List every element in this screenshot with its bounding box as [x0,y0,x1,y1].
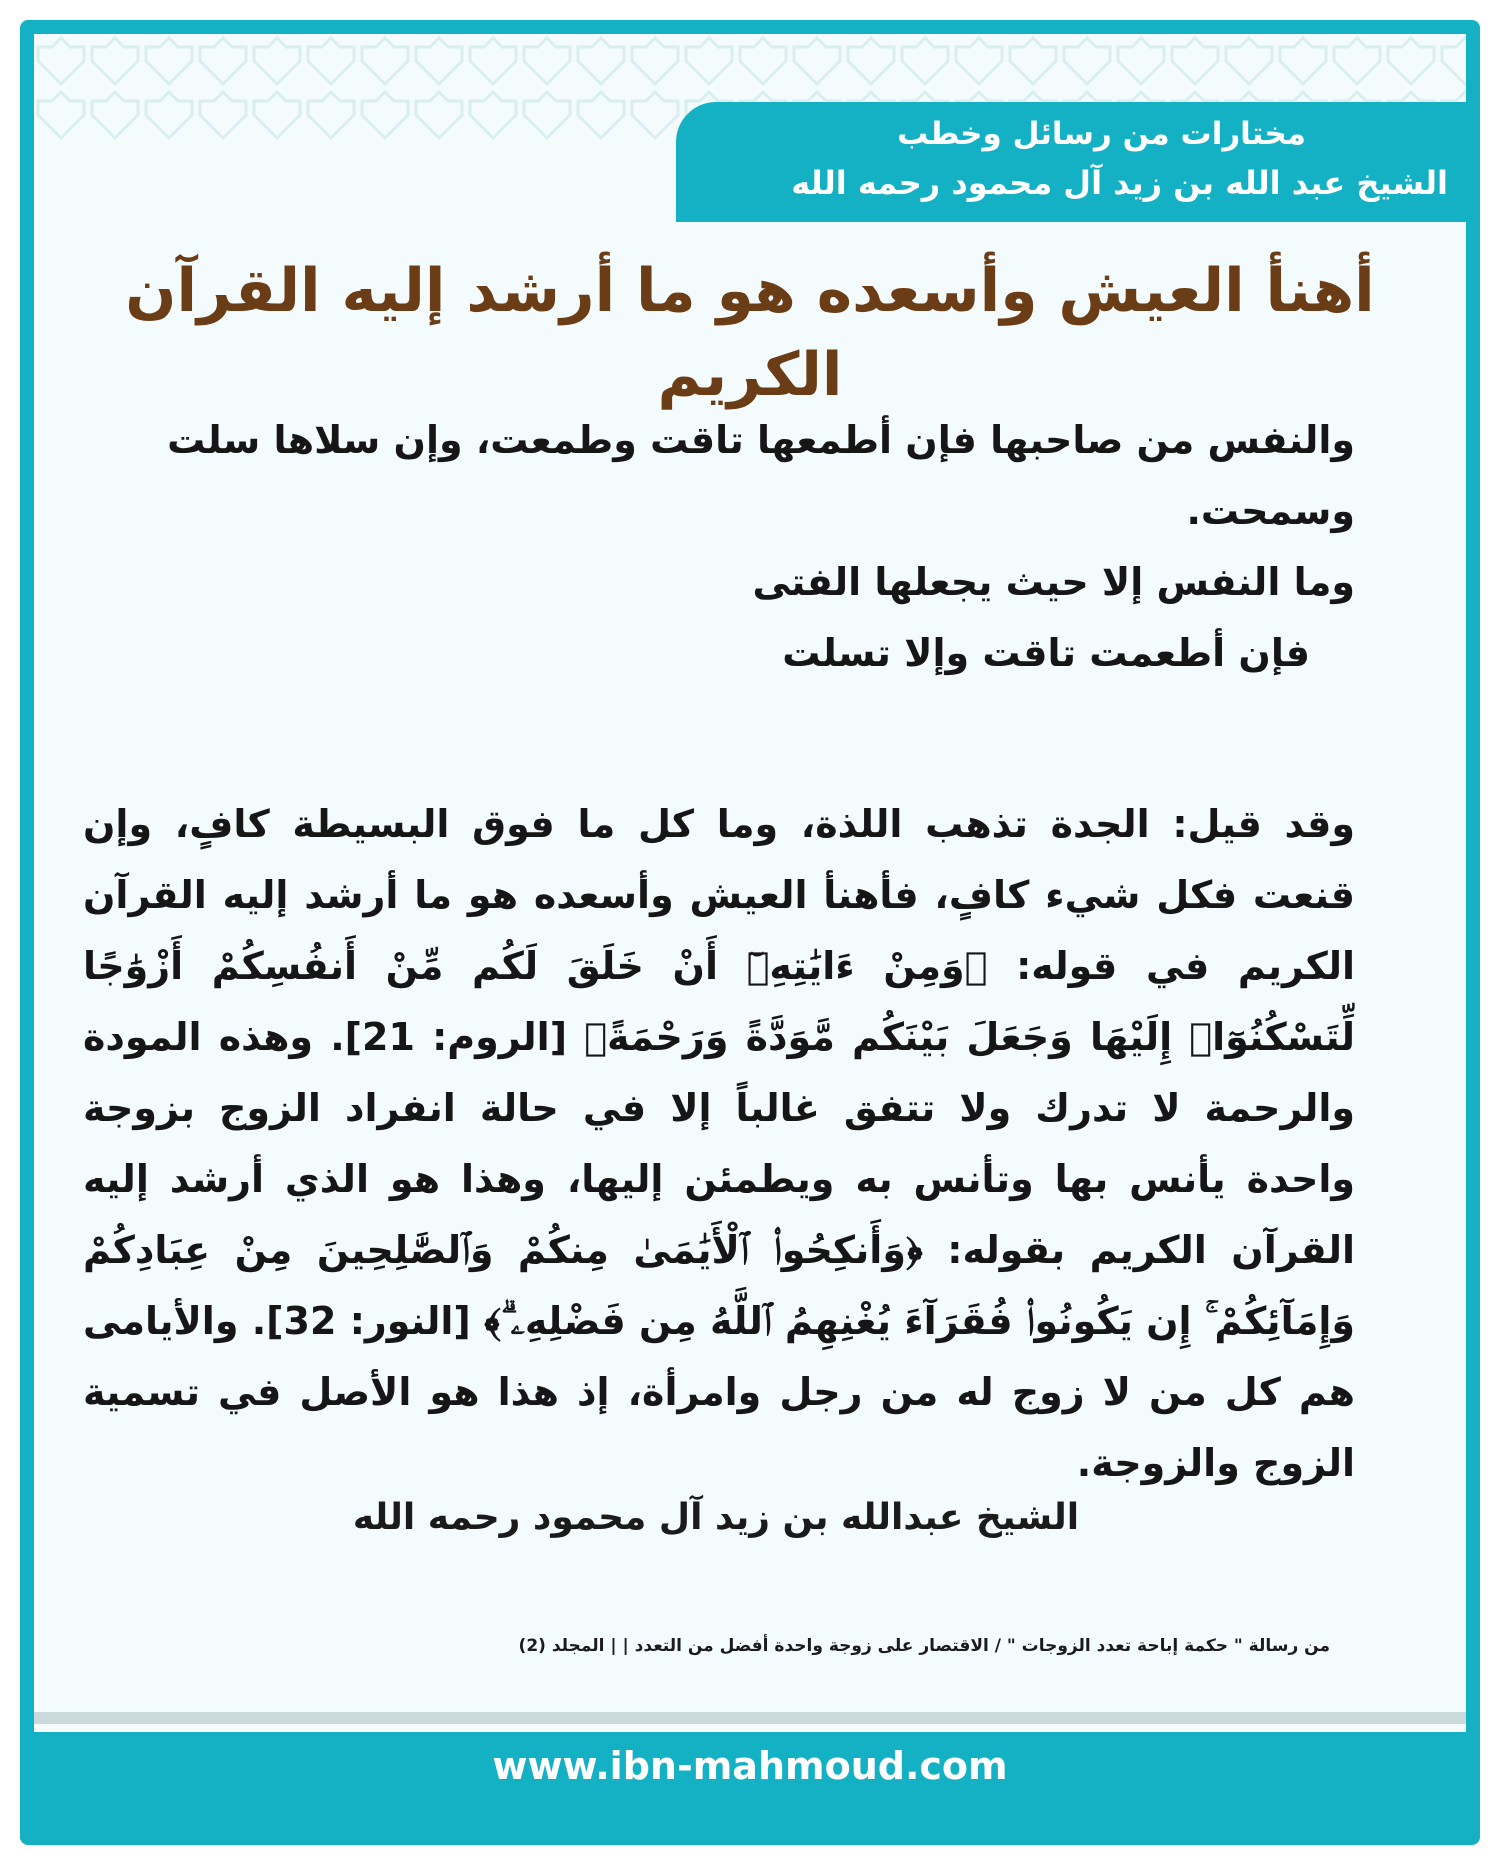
paragraph-1: والنفس من صاحبها فإن أطمعها تاقت وطمعت، وإن سلاها سلت وسمحت. [167,418,1355,533]
header-author: الشيخ عبد الله بن زيد آل محمود رحمه الله [791,164,1448,202]
panel-bottom-edge [34,1712,1466,1724]
paragraph-gap [83,689,1355,789]
poem-verse-1: وما النفس إلا حيث يجعلها الفتى [752,560,1355,604]
source-reference: من رسالة " حكمة إباحة تعدد الزوجات " / الاقتصار على زوجة واحدة أفضل من التعدد | | المجلد (2) [518,1636,1330,1656]
article-title: أهنأ العيش وأسعده هو ما أرشد إليه القرآن الكريم [125,256,1375,410]
header-series-title: مختارات من رسائل وخطب [897,116,1306,152]
website-link[interactable]: www.ibn-mahmoud.com [492,1744,1008,1788]
article-body [83,405,1355,1499]
poem-verse-2: فإن أطعمت تاقت وإلا تسلت [782,631,1310,675]
signature: الشيخ عبدالله بن زيد آل محمود رحمه الله [352,1497,1080,1538]
paragraph-2: وقد قيل: الجدة تذهب اللذة، وما كل ما فوق البسيطة كافٍ، وإن قنعت فكل شيء كافٍ، فأهنأ العيش وأسعده هو ما أرشد إليه القرآن الكريم في قوله: ﴿وَمِنْ ءَايَٰتِهِۦٓ أَنْ خَلَقَ لَكُم مِّنْ أَنفُسِكُمْ أَزْوَٰجًا لِّتَسْكُنُوٓا۟ إِلَيْهَا وَجَعَلَ بَيْنَكُم مَّوَدَّةً وَرَحْمَةً﴾ [الروم: 21]. وهذه المودة والرحمة لا تدرك ولا تتفق غالباً إلا في حالة انفراد الزوج بزوجة واحدة يأنس بها وتأنس به ويطمئن إليها، وهذا هو الذي أرشد إليه القرآن الكريم بقوله: ﴿وَأَنكِحُوا۟ ٱلْأَيَٰمَىٰ مِنكُمْ وَٱلصَّٰلِحِينَ مِنْ عِبَادِكُمْ وَإِمَآئِكُمْ ۚ إِن يَكُونُوا۟ فُقَرَآءَ يُغْنِهِمُ ٱللَّهُ مِن فَضْلِهِۦ ۗ﴾ [النور: 32]. والأيامى هم كل من لا زوج له من رجل وامرأة، إذ هذا هو الأصل في تسمية الزوج والزوجة. [83,802,1356,1485]
header-band [676,102,1466,222]
